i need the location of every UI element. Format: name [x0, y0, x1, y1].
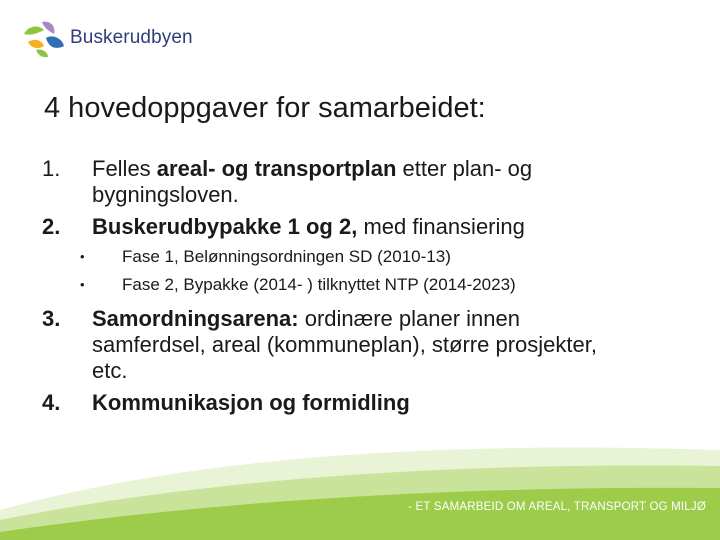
item-number: 2.: [42, 214, 61, 239]
bullet-icon: •: [80, 249, 85, 264]
item-number: 1.: [42, 156, 61, 181]
list-item: [42, 306, 682, 384]
task-list: [42, 156, 682, 416]
sub-item-text: Fase 1, Belønningsordningen SD (2010-13): [122, 247, 451, 266]
buskerudbyen-logo-icon: [22, 20, 66, 58]
logo-text: Buskerudbyen: [70, 27, 193, 48]
footer-tagline: - ET SAMARBEID OM AREAL, TRANSPORT OG MILJØ: [408, 501, 706, 513]
logo: [22, 20, 193, 60]
item-text-bold: areal- og transportplan: [156, 156, 397, 181]
item-text-part: Felles: [92, 156, 157, 181]
item-text-part: etter plan- og: [396, 156, 533, 181]
page-title: 4 hovedoppgaver for samarbeidet:: [44, 92, 486, 124]
footer-wave-decoration: [0, 440, 720, 540]
list-item: [42, 390, 682, 416]
item-text-bold: Samordningsarena:: [92, 306, 299, 331]
item-text-part: ordinære planer innen: [298, 306, 520, 331]
item-text-line: bygningsloven.: [92, 182, 239, 207]
list-item: [42, 214, 682, 240]
list-item: [42, 156, 682, 208]
item-text-line: samferdsel, areal (kommuneplan), større prosjekter,: [92, 332, 597, 357]
item-text-part: med finansiering: [357, 214, 525, 239]
item-text-line: etc.: [92, 358, 128, 383]
sub-item-text: Fase 2, Bypakke (2014- ) tilknyttet NTP (2014-2023): [122, 275, 516, 294]
bullet-icon: •: [80, 277, 85, 292]
item-text-bold: Buskerudbypakke 1 og 2,: [92, 214, 358, 239]
sub-list-item: [42, 244, 682, 270]
item-number: 4.: [42, 390, 61, 415]
item-number: 3.: [42, 306, 61, 331]
item-text-bold: Kommunikasjon og formidling: [92, 390, 410, 415]
sub-list-item: [42, 272, 682, 298]
